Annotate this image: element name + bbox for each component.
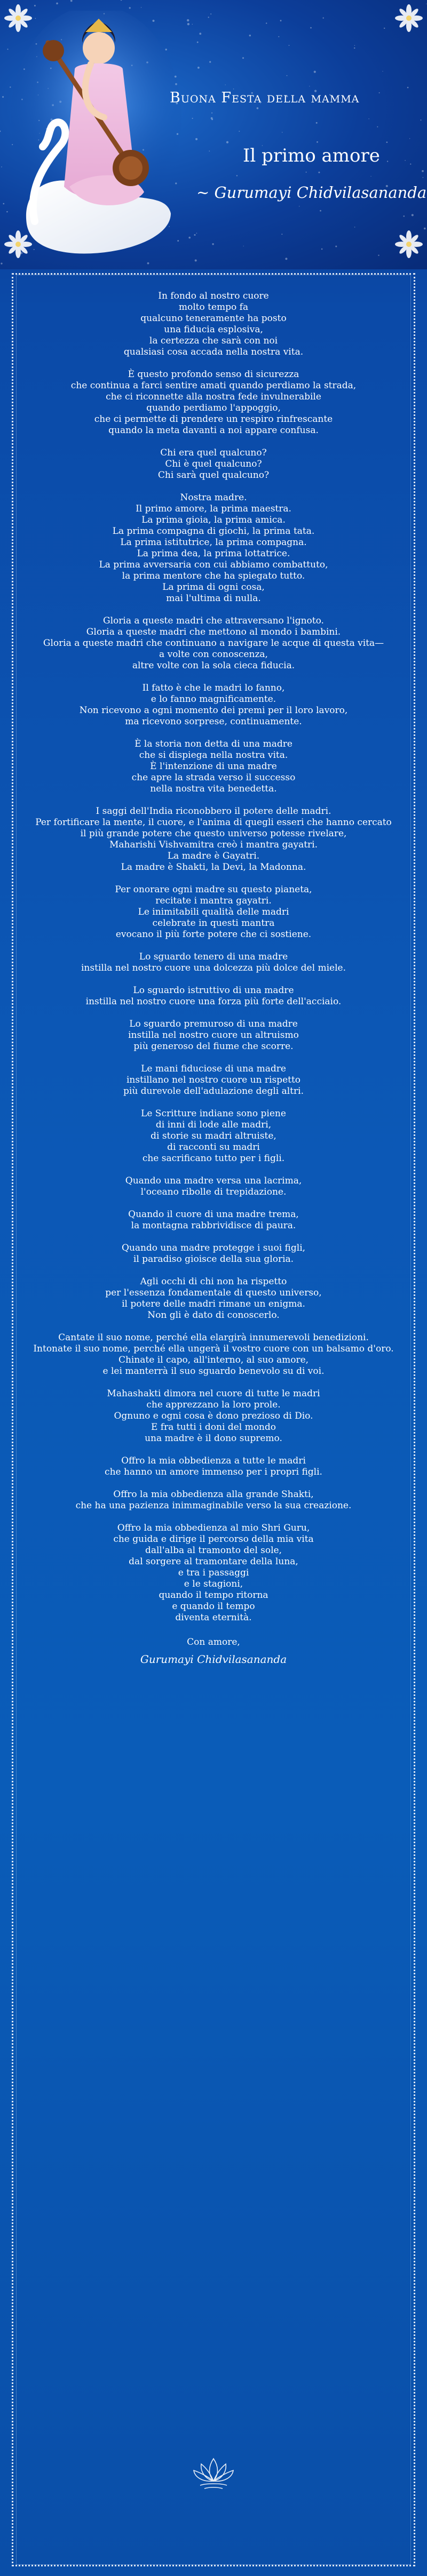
poem-line: recitate i mantra gayatri. bbox=[155, 895, 272, 906]
poem-line: Gloria a queste madri che continuano a navigare le acque di questa vita— bbox=[43, 638, 384, 649]
stanza bbox=[21, 1489, 406, 1511]
lotus-flower-icon bbox=[394, 3, 424, 33]
poem-line: Non ricevono a ogni momento dei premi per il loro lavoro, bbox=[79, 705, 348, 716]
poem-line: che si dispiega nella nostra vita. bbox=[139, 750, 288, 761]
poem-line: e lo fanno magnificamente. bbox=[151, 694, 276, 705]
stanza bbox=[21, 615, 406, 671]
poem-line: instilla nel nostro cuore un altruismo bbox=[128, 1030, 299, 1041]
poem-line: celebrate in questi mantra bbox=[152, 918, 275, 929]
stanza bbox=[21, 1175, 406, 1198]
poem-line: che ci riconnette alla nostra fede invulnerabile bbox=[106, 391, 321, 402]
stanza bbox=[21, 1243, 406, 1265]
poem-line: La madre è Gayatri. bbox=[167, 851, 260, 861]
poem-author: ~ Gurumayi Chidvilasananda bbox=[196, 183, 427, 202]
poem-line: il paradiso gioisce della sua gloria. bbox=[133, 1254, 294, 1265]
poem-line: Maharishi Vishvamitra creò i mantra gayatri. bbox=[109, 839, 318, 850]
poem-line: Chi è quel qualcuno? bbox=[165, 459, 262, 469]
stanza bbox=[21, 1523, 406, 1623]
poem-line: I saggi dell'India riconobbero il potere delle madri. bbox=[96, 806, 331, 817]
poem-line: Le Scritture indiane sono piene bbox=[141, 1108, 286, 1119]
poem-line: La prima avversaria con cui abbiamo combattuto, bbox=[99, 559, 328, 570]
poem-line: diventa eternità. bbox=[175, 1612, 252, 1623]
poem-line: quando il tempo ritorna bbox=[159, 1590, 268, 1601]
poem-line: più durevole dell'adulazione degli altri. bbox=[123, 1086, 304, 1097]
poem-line: quando la meta davanti a noi appare confusa. bbox=[108, 425, 319, 436]
poem-line: una madre è il dono supremo. bbox=[145, 1433, 282, 1444]
stanza bbox=[21, 492, 406, 604]
poem-line: e quando il tempo bbox=[172, 1601, 255, 1612]
stanza bbox=[21, 1019, 406, 1052]
poem-line: che hanno un amore immenso per i propri figli. bbox=[105, 1467, 322, 1477]
stanza bbox=[21, 739, 406, 795]
poem-line: Le inimitabili qualità delle madri bbox=[138, 907, 289, 917]
poem-line: evocano il più forte potere che ci sostiene. bbox=[115, 929, 312, 940]
poem-line: altre volte con la sola cieca fiducia. bbox=[132, 660, 295, 671]
poem-line: quando perdiamo l'appoggio, bbox=[146, 403, 281, 413]
signoff: Con amore, bbox=[187, 1637, 240, 1647]
poem-line: La prima dea, la prima lottatrice. bbox=[137, 548, 290, 559]
poem-line: Offro la mia obbedienza a tutte le madri bbox=[121, 1455, 306, 1466]
stanza bbox=[21, 1108, 406, 1164]
closing bbox=[21, 1636, 406, 1667]
poem-line: Il fatto è che le madri lo fanno, bbox=[142, 683, 285, 693]
poem-line: di storie su madri altruiste, bbox=[151, 1131, 276, 1141]
stanza bbox=[21, 806, 406, 873]
poem-line: a volte con conoscenza, bbox=[159, 649, 268, 660]
poem-line: La prima gioia, la prima amica. bbox=[141, 515, 286, 525]
poem-line: mai l'ultima di nulla. bbox=[166, 593, 261, 604]
poem-line: È questo profondo senso di sicurezza bbox=[128, 369, 299, 380]
poem-line: e tra i passaggi bbox=[178, 1567, 249, 1578]
stanza bbox=[21, 447, 406, 481]
poem-line: Quando una madre versa una lacrima, bbox=[125, 1175, 302, 1186]
lotus-flower-icon bbox=[3, 229, 33, 259]
poem-line: Le mani fiduciose di una madre bbox=[141, 1063, 286, 1074]
stanza bbox=[21, 291, 406, 358]
poem-line: Gloria a queste madri che mettono al mondo i bambini. bbox=[86, 627, 341, 637]
poem-title: Il primo amore bbox=[243, 145, 380, 166]
poem-line: instilla nel nostro cuore una forza più forte dell'acciaio. bbox=[85, 996, 342, 1007]
poem-line: più generoso del fiume che scorre. bbox=[133, 1041, 294, 1052]
poem-line: La prima istitutrice, la prima compagna. bbox=[120, 537, 307, 548]
poem-line: Lo sguardo premuroso di una madre bbox=[129, 1019, 298, 1029]
stanza bbox=[21, 1332, 406, 1377]
poem-line: Gloria a queste madri che attraversano l'ignoto. bbox=[103, 615, 324, 626]
poem-line: instillano nel nostro cuore un rispetto bbox=[126, 1075, 301, 1085]
poem-line: Chi era quel qualcuno? bbox=[160, 447, 267, 458]
poem-line: Intonate il suo nome, perché ella ungerà il vostro cuore con un balsamo d'oro. bbox=[33, 1343, 394, 1354]
poem-line: È l'intenzione di una madre bbox=[150, 761, 277, 772]
poem-line: Nostra madre. bbox=[180, 492, 247, 503]
poem-line: È la storia non detta di una madre bbox=[135, 739, 292, 749]
signature: Gurumayi Chidvilasananda bbox=[140, 1653, 287, 1666]
poem-line: che sacrificano tutto per i figli. bbox=[142, 1153, 285, 1164]
poem-line: dal sorgere al tramontare della luna, bbox=[129, 1556, 298, 1567]
poem-line: per l'essenza fondamentale di questo universo, bbox=[105, 1287, 322, 1298]
poem-line: che ha una pazienza inimmaginabile verso la sua creazione. bbox=[75, 1500, 352, 1511]
poem-line: Per onorare ogni madre su questo pianeta, bbox=[115, 884, 312, 895]
poem-line: che guida e dirige il percorso della mia vita bbox=[113, 1534, 314, 1545]
poem-line: l'oceano ribolle di trepidazione. bbox=[140, 1187, 287, 1197]
poem-line: Offro la mia obbedienza alla grande Shakti, bbox=[113, 1489, 314, 1500]
poem-line: qualcuno teneramente ha posto bbox=[140, 313, 287, 324]
poem-line: Offro la mia obbedienza al mio Shri Guru, bbox=[117, 1523, 310, 1533]
stanza bbox=[21, 1209, 406, 1231]
stanza bbox=[21, 1388, 406, 1444]
stanza bbox=[21, 985, 406, 1007]
poem-line: Quando il cuore di una madre trema, bbox=[128, 1209, 299, 1220]
poem-line: Quando una madre protegge i suoi figli, bbox=[121, 1243, 306, 1253]
stanza bbox=[21, 951, 406, 974]
poem-line: nella nostra vita benedetta. bbox=[150, 783, 277, 794]
poem-line: qualsiasi cosa accada nella nostra vita. bbox=[123, 347, 304, 357]
poem-line: una fiducia esplosiva, bbox=[164, 324, 263, 335]
stanza bbox=[21, 683, 406, 727]
poem-line: Chi sarà quel qualcuno? bbox=[157, 470, 270, 481]
poem-line: ma ricevono sorprese, continuamente. bbox=[125, 716, 302, 727]
poem-line: La prima compagna di giochi, la prima tata. bbox=[112, 526, 315, 537]
poem-line: La madre è Shakti, la Devi, la Madonna. bbox=[121, 862, 306, 873]
stanza bbox=[21, 884, 406, 940]
poem-line: Lo sguardo tenero di una madre bbox=[139, 951, 288, 962]
lotus-icon bbox=[189, 2448, 238, 2496]
poem-line: di racconti su madri bbox=[167, 1142, 260, 1153]
poem-line: il più grande potere che questo universo potesse rivelare, bbox=[80, 828, 347, 839]
stanza bbox=[21, 369, 406, 436]
poem-line: Non gli è dato di conoscerlo. bbox=[147, 1310, 280, 1321]
poem-line: la certezza che sarà con noi bbox=[149, 335, 278, 346]
stanza bbox=[21, 1455, 406, 1478]
poem-line: Lo sguardo istruttivo di una madre bbox=[133, 985, 294, 996]
poem-line: la montagna rabbrividisce di paura. bbox=[131, 1220, 296, 1231]
poem-line: instilla nel nostro cuore una dolcezza più dolce del miele. bbox=[81, 963, 346, 973]
page-title: Buona Festa della mamma bbox=[170, 90, 360, 106]
poem-line: che ci permette di prendere un respiro rinfrescante bbox=[94, 414, 333, 425]
stanza bbox=[21, 1063, 406, 1097]
poem-line: e lei manterrà il suo sguardo benevolo su di voi. bbox=[102, 1366, 325, 1377]
poem-line: che apre la strada verso il successo bbox=[131, 772, 296, 783]
poem-body bbox=[21, 291, 406, 1667]
stanza bbox=[21, 1276, 406, 1321]
poem-line: di inni di lode alle madri, bbox=[155, 1119, 272, 1130]
poem-line: e le stagioni, bbox=[184, 1579, 243, 1589]
poem-line: Per fortificare la mente, il cuore, e l'anima di quegli esseri che hanno cercato bbox=[35, 817, 392, 828]
poem-line: che apprezzano la loro prole. bbox=[146, 1399, 281, 1410]
poem-line: il potere delle madri rimane un enigma. bbox=[122, 1299, 305, 1309]
poem-line: In fondo al nostro cuore bbox=[158, 291, 269, 301]
poem-line: La prima di ogni cosa, bbox=[162, 582, 265, 593]
lotus-flower-icon bbox=[394, 229, 424, 259]
poem-line: Chinate il capo, all'interno, al suo amore, bbox=[118, 1355, 309, 1365]
poem-line: Il primo amore, la prima maestra. bbox=[136, 503, 291, 514]
poem-line: dall'alba al tramonto del sole, bbox=[145, 1545, 282, 1556]
header-banner bbox=[0, 0, 427, 269]
poem-line: E fra tutti i doni del mondo bbox=[151, 1422, 276, 1433]
lotus-flower-icon bbox=[3, 3, 33, 33]
poem-line: Agli occhi di chi non ha rispetto bbox=[140, 1276, 287, 1287]
goddess-figure-image bbox=[11, 11, 181, 261]
poem-line: Ognuno e ogni cosa è dono prezioso di Dio. bbox=[114, 1411, 313, 1421]
poem-line: la prima mentore che ha spiegato tutto. bbox=[122, 571, 305, 581]
poem-line: che continua a farci sentire amati quando perdiamo la strada, bbox=[70, 380, 357, 391]
poem-line: Cantate il suo nome, perché ella elargirà innumerevoli benedizioni. bbox=[58, 1332, 369, 1343]
poem-line: Mahashakti dimora nel cuore di tutte le madri bbox=[107, 1388, 320, 1399]
poem-line: molto tempo fa bbox=[178, 302, 249, 313]
